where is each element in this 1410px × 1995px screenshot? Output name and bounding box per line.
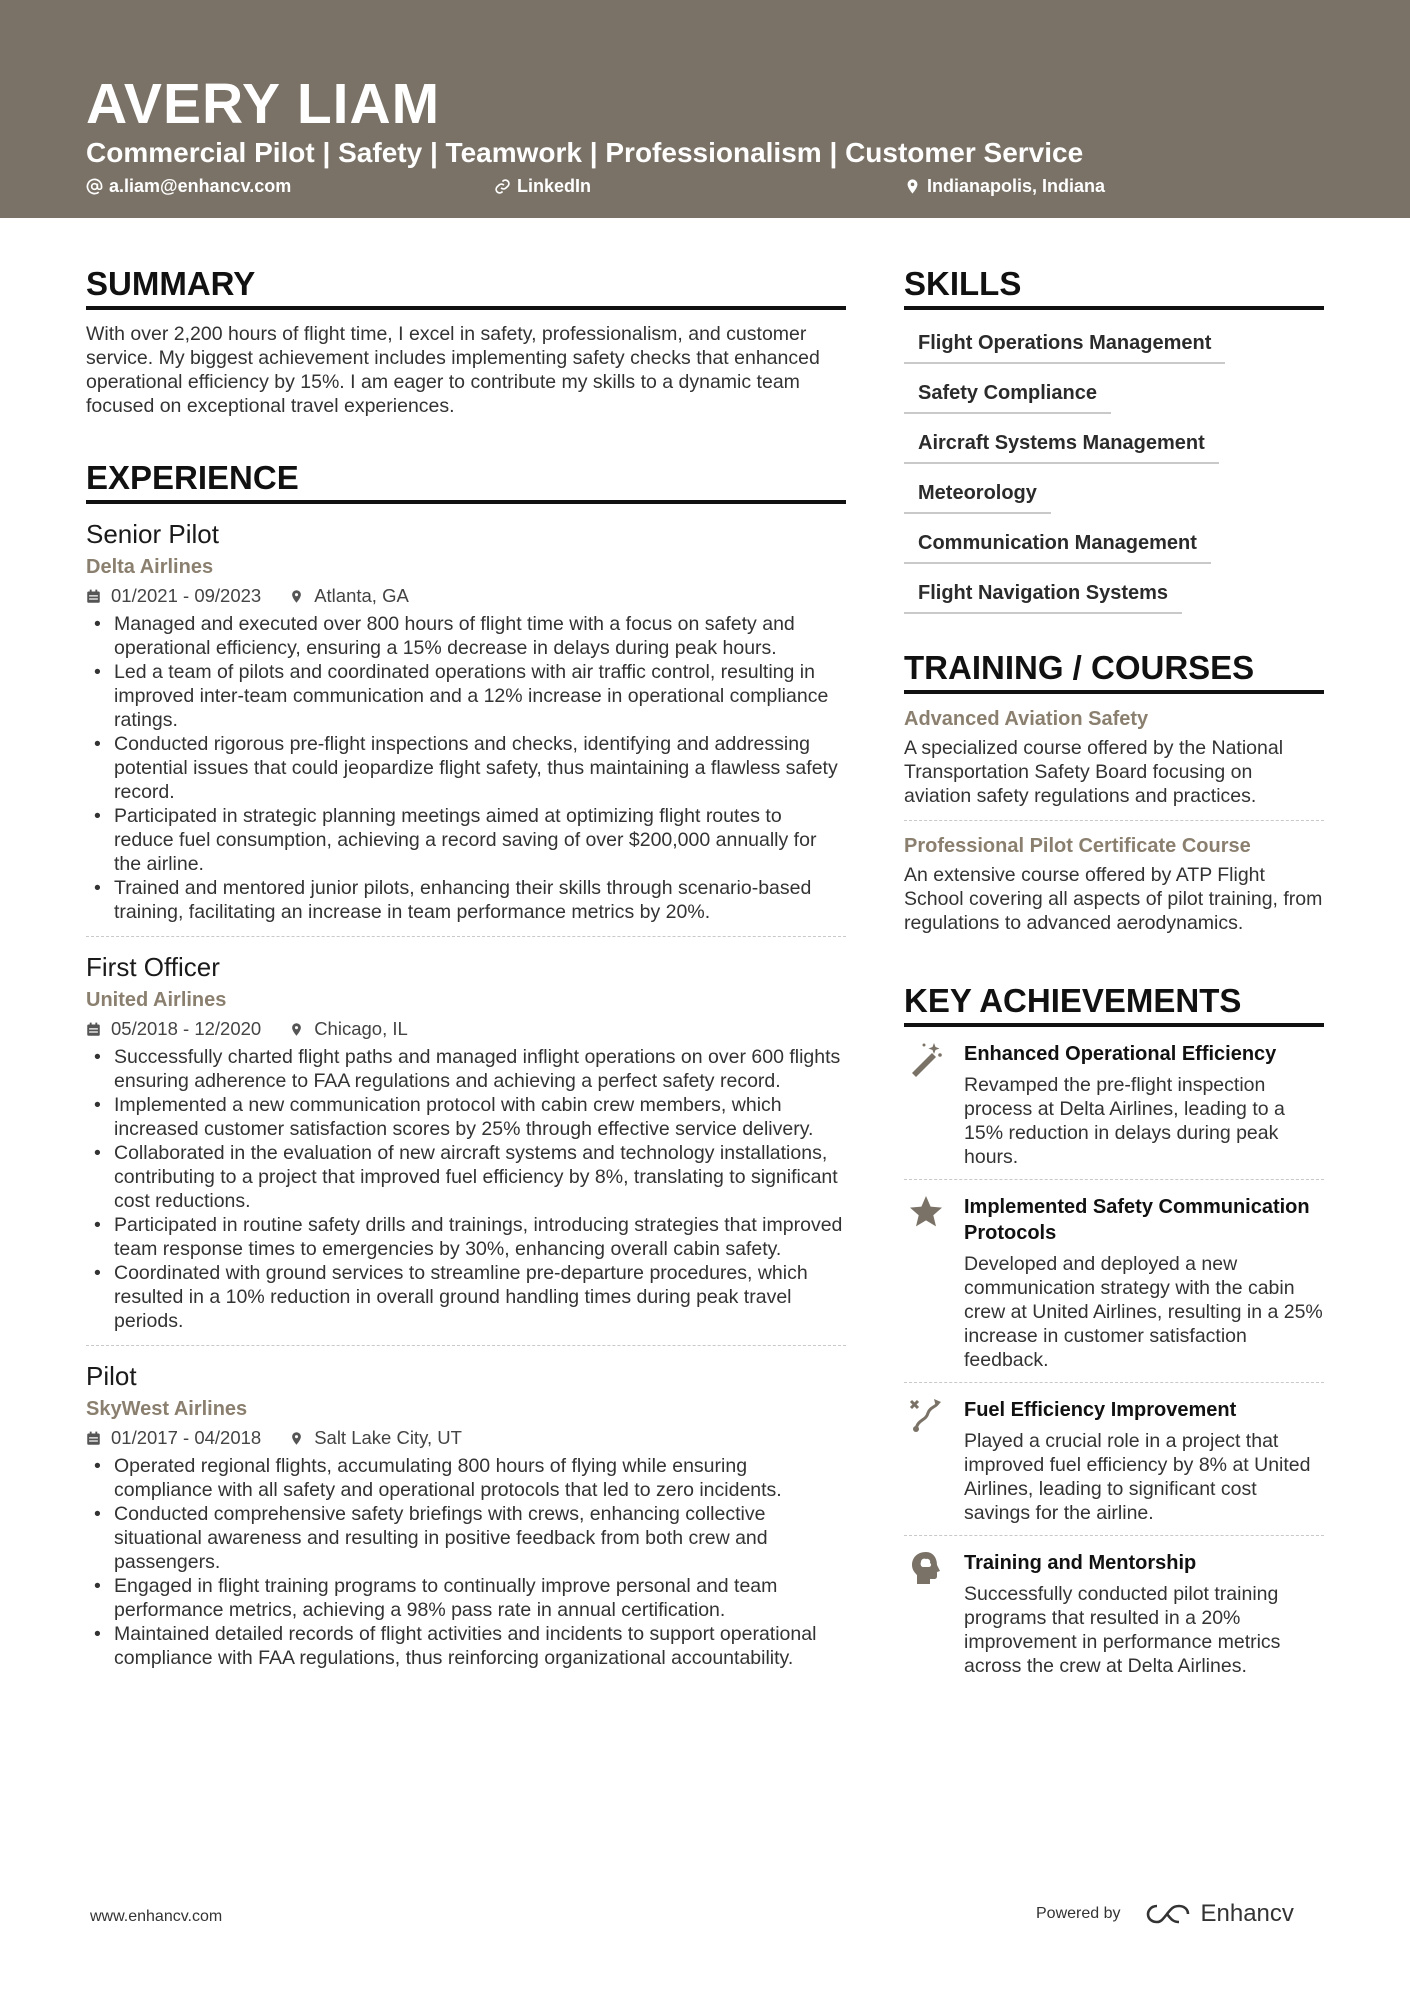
job-dates: 05/2018 - 12/2020 (111, 1018, 262, 1039)
job-bullet: • Coordinated with ground services to streamline pre-departure procedures, which resulted in a 10% reduction in overall ground handling times during peak travel periods. (86, 1261, 846, 1333)
resume-header (0, 0, 1410, 218)
calendar-icon (86, 1022, 101, 1037)
job-bullet: • Participated in routine safety drills and trainings, introducing strategies that improved team response times to emergencies by 30%, enhancing overall cabin safety. (86, 1213, 846, 1261)
location-pin-icon (289, 589, 304, 604)
achievement-desc: Developed and deployed a new communication strategy with the cabin crew at United Airlines, resulting in a 25% increase in customer satisfaction feedback. (964, 1253, 1323, 1371)
achievement-entry (904, 1180, 1324, 1383)
job-title: Pilot (86, 1361, 137, 1391)
job-bullet: • Successfully charted flight paths and managed inflight operations on over 600 flights ensuring adherence to FAA regulations and achieving a perfect safety record. (86, 1045, 846, 1093)
left-column (86, 264, 846, 1682)
skills-title: SKILLS (904, 264, 1324, 310)
enhancv-logo[interactable] (1145, 1900, 1294, 1928)
achievement-title: Fuel Efficiency Improvement (964, 1399, 1237, 1421)
achievement-desc: Successfully conducted pilot training programs that resulted in a 20% improvement in performance metrics across the crew at Delta Airlines. (964, 1583, 1281, 1677)
job-dates: 01/2021 - 09/2023 (111, 585, 262, 606)
achievement-title: Implemented Safety Communication Protocols (964, 1196, 1310, 1244)
achievement-entry (904, 1027, 1324, 1180)
job-company: SkyWest Airlines (86, 1398, 248, 1420)
experience-entry (86, 504, 846, 937)
calendar-icon (86, 589, 101, 604)
footer-website[interactable]: www.enhancv.com (90, 1908, 223, 1925)
course-title: Professional Pilot Certificate Course (904, 835, 1251, 857)
contact-location-text: Indianapolis, Indiana (927, 176, 1106, 196)
footer-branding (1036, 1900, 1294, 1928)
job-bullet: • Led a team of pilots and coordinated operations with air traffic control, resulting in improved inter-team communication and a 12% increase in operational compliance ratings. (86, 660, 846, 732)
job-location (289, 584, 409, 608)
achievement-desc: Revamped the pre-flight inspection process at Delta Airlines, leading to a 15% reduction in delays during peak hours. (964, 1074, 1285, 1168)
skill-tag: Flight Operations Management (904, 324, 1225, 364)
candidate-headline: Commercial Pilot | Safety | Teamwork | Professionalism | Customer Service (86, 137, 1084, 168)
job-bullet: • Implemented a new communication protocol with cabin crew members, which increased customer satisfaction scores by 25% through effective service delivery. (86, 1093, 846, 1141)
summary-title: SUMMARY (86, 264, 846, 310)
job-bullet: • Collaborated in the evaluation of new aircraft systems and technology installations, contributing to a project that improved fuel efficiency by 8%, translating to significant cost reductions. (86, 1141, 846, 1213)
achievement-desc: Played a crucial role in a project that improved fuel efficiency by 8% at United Airlines, leading to significant cost savings for the airline. (964, 1430, 1311, 1524)
job-location (289, 1426, 462, 1450)
job-bullets (86, 1045, 846, 1333)
achievement-entry (904, 1383, 1324, 1536)
contact-linkedin[interactable] (494, 174, 591, 198)
brand-name: Enhancv (1200, 1900, 1294, 1927)
achievements-title: KEY ACHIEVEMENTS (904, 981, 1324, 1027)
location-pin-icon (289, 1431, 304, 1446)
achievement-title: Enhanced Operational Efficiency (964, 1043, 1277, 1065)
achievement-entry (904, 1536, 1324, 1688)
course-title: Advanced Aviation Safety (904, 708, 1149, 730)
head-brain-icon (908, 1550, 944, 1586)
experience-entry (86, 937, 846, 1346)
skill-tag: Flight Navigation Systems (904, 574, 1182, 614)
job-bullet: • Participated in strategic planning meetings aimed at optimizing flight routes to reduce fuel consumption, achieving a record saving of over $200,000 annually for the airline. (86, 804, 846, 876)
job-bullet: • Trained and mentored junior pilots, enhancing their skills through scenario-based training, facilitating an increase in team performance metrics by 20%. (86, 876, 846, 924)
skill-tag: Meteorology (904, 474, 1051, 514)
job-bullet: • Maintained detailed records of flight activities and incidents to support operational compliance with FAA regulations, thus reinforcing organizational accountability. (86, 1622, 846, 1670)
job-location-text: Salt Lake City, UT (314, 1427, 462, 1448)
powered-by-label: Powered by (1036, 1905, 1121, 1922)
job-meta (86, 584, 846, 608)
job-meta (86, 1426, 846, 1450)
enhancv-logo-icon (1145, 1902, 1191, 1926)
job-meta (86, 1017, 846, 1041)
skill-tag: Aircraft Systems Management (904, 424, 1219, 464)
magic-wand-icon (908, 1041, 944, 1077)
at-icon (86, 178, 103, 195)
calendar-icon (86, 1431, 101, 1446)
skill-tag: Communication Management (904, 524, 1211, 564)
job-location (289, 1017, 408, 1041)
job-bullet: • Operated regional flights, accumulating 800 hours of flying while ensuring compliance with all safety and operational protocols that led to zero incidents. (86, 1454, 846, 1502)
job-bullet: • Conducted comprehensive safety briefings with crews, enhancing collective situational awareness and resulting in positive feedback from both crew and passengers. (86, 1502, 846, 1574)
course-entry (904, 821, 1324, 947)
job-bullets (86, 1454, 846, 1670)
job-bullet: • Managed and executed over 800 hours of flight time with a focus on safety and operational efficiency, ensuring a 15% decrease in delays during peak hours. (86, 612, 846, 660)
job-title: First Officer (86, 952, 220, 982)
location-pin-icon (289, 1022, 304, 1037)
skill-tag: Safety Compliance (904, 374, 1111, 414)
candidate-name: AVERY LIAM (86, 72, 441, 136)
job-company: United Airlines (86, 989, 227, 1011)
achievement-title: Training and Mentorship (964, 1552, 1197, 1574)
job-bullets (86, 612, 846, 924)
job-title: Senior Pilot (86, 519, 219, 549)
right-column (904, 264, 1324, 1688)
link-icon (494, 178, 511, 195)
job-location-text: Chicago, IL (314, 1018, 408, 1039)
job-bullet: • Conducted rigorous pre-flight inspections and checks, identifying and addressing potential issues that could jeopardize flight safety, thus maintaining a flawless safety record. (86, 732, 846, 804)
job-dates: 01/2017 - 04/2018 (111, 1427, 262, 1448)
course-entry (904, 694, 1324, 821)
job-bullet: • Engaged in flight training programs to continually improve personal and team performance metrics, achieving a 98% pass rate in annual certification. (86, 1574, 846, 1622)
course-desc: An extensive course offered by ATP Flight School covering all aspects of pilot training, from regulations to advanced aerodynamics. (904, 864, 1323, 934)
location-pin-icon (904, 178, 921, 195)
route-icon (908, 1397, 944, 1433)
contact-email[interactable] (86, 174, 291, 198)
skills-list (904, 324, 1324, 614)
job-location-text: Atlanta, GA (314, 585, 409, 606)
experience-entry (86, 1346, 846, 1682)
experience-title: EXPERIENCE (86, 458, 846, 504)
contact-linkedin-text: LinkedIn (517, 176, 592, 196)
star-icon (908, 1194, 944, 1230)
contact-location (904, 174, 1105, 198)
training-title: TRAINING / COURSES (904, 648, 1324, 694)
job-company: Delta Airlines (86, 556, 214, 578)
course-desc: A specialized course offered by the National Transportation Safety Board focusing on aviation safety regulations and practices. (904, 737, 1284, 807)
contact-email-text: a.liam@enhancv.com (109, 176, 292, 196)
summary-text: With over 2,200 hours of flight time, I excel in safety, professionalism, and customer service. My biggest achievement includes implementing safety checks that enhanced operational efficiency by 15%. I am eager to contribute my skills to a dynamic team focused on exceptional travel experiences. (86, 323, 820, 417)
